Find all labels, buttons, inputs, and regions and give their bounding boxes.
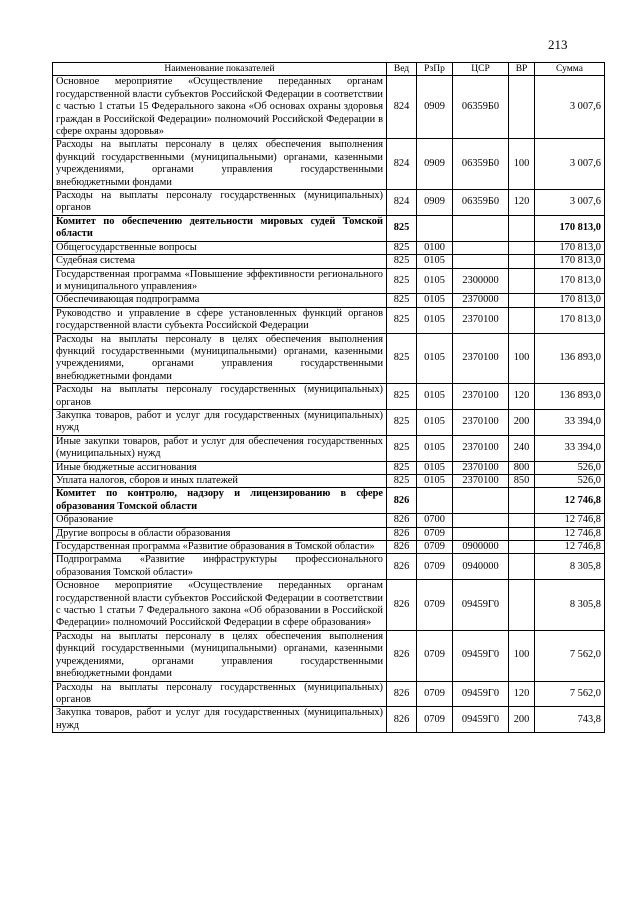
row-csr-cell: 2300000 bbox=[453, 268, 509, 294]
table-row bbox=[53, 475, 605, 488]
row-sum-cell: 170 813,0 bbox=[535, 294, 605, 307]
row-name-cell: Государственная программа «Развитие образования в Томской области» bbox=[53, 541, 387, 554]
row-sum-cell: 743,8 bbox=[535, 707, 605, 733]
row-vr-cell: 100 bbox=[509, 630, 535, 681]
table-row bbox=[53, 488, 605, 514]
row-name-cell: Общегосударственные вопросы bbox=[53, 241, 387, 254]
row-csr-cell: 2370100 bbox=[453, 307, 509, 333]
row-vr-cell bbox=[509, 241, 535, 254]
row-sum-cell: 3 007,6 bbox=[535, 190, 605, 216]
row-csr-cell: 2370000 bbox=[453, 294, 509, 307]
row-name-cell: Комитет по контролю, надзору и лицензированию в сфере образования Томской области bbox=[53, 488, 387, 514]
row-rzpr-cell bbox=[417, 215, 453, 241]
column-header-sum: Сумма bbox=[535, 63, 605, 76]
row-vr-cell: 120 bbox=[509, 681, 535, 707]
row-name-cell: Расходы на выплаты персоналу государственных (муниципальных) органов bbox=[53, 190, 387, 216]
row-rzpr-cell: 0909 bbox=[417, 76, 453, 139]
row-rzpr-cell: 0709 bbox=[417, 707, 453, 733]
table-row bbox=[53, 580, 605, 631]
page-number: 213 bbox=[548, 37, 568, 52]
row-ved-cell: 826 bbox=[387, 514, 417, 527]
row-ved-cell: 826 bbox=[387, 681, 417, 707]
row-rzpr-cell: 0709 bbox=[417, 541, 453, 554]
table-row bbox=[53, 554, 605, 580]
row-name-cell: Основное мероприятие «Осуществление переданных органам государственной власти субъектов Российской Федерации в соответствии с частью 1 статьи 7 Федерального закона «Об образовании в Российской Федерации» полномочий Российской Федерации в сфере образования» bbox=[53, 580, 387, 631]
row-rzpr-cell: 0105 bbox=[417, 461, 453, 474]
row-vr-cell bbox=[509, 527, 535, 540]
row-ved-cell: 825 bbox=[387, 294, 417, 307]
table-row bbox=[53, 384, 605, 410]
row-rzpr-cell: 0709 bbox=[417, 630, 453, 681]
column-header-name: Наименование показателей bbox=[53, 63, 387, 76]
table-row bbox=[53, 76, 605, 139]
row-vr-cell: 100 bbox=[509, 333, 535, 384]
row-csr-cell bbox=[453, 488, 509, 514]
table-row bbox=[53, 514, 605, 527]
row-vr-cell bbox=[509, 307, 535, 333]
row-name-cell: Основное мероприятие «Осуществление переданных органам государственной власти субъектов Российской Федерации в соответствии с частью 1 статьи 15 Федерального закона «Об основах охраны здоровья граждан в Российской Федерации» полномочий Российской Федерации в сфере охраны здоровья» bbox=[53, 76, 387, 139]
row-vr-cell: 200 bbox=[509, 409, 535, 435]
row-ved-cell: 825 bbox=[387, 384, 417, 410]
table-body bbox=[53, 76, 605, 733]
row-csr-cell bbox=[453, 527, 509, 540]
row-ved-cell: 825 bbox=[387, 409, 417, 435]
row-csr-cell bbox=[453, 255, 509, 268]
row-ved-cell: 825 bbox=[387, 475, 417, 488]
table-row bbox=[53, 333, 605, 384]
row-name-cell: Закупка товаров, работ и услуг для государственных (муниципальных) нужд bbox=[53, 409, 387, 435]
row-sum-cell: 7 562,0 bbox=[535, 630, 605, 681]
row-rzpr-cell: 0709 bbox=[417, 681, 453, 707]
row-rzpr-cell: 0709 bbox=[417, 527, 453, 540]
row-ved-cell: 825 bbox=[387, 461, 417, 474]
row-csr-cell: 2370100 bbox=[453, 461, 509, 474]
row-name-cell: Расходы на выплаты персоналу в целях обеспечения выполнения функций государственными (муниципальными) органами, казенными учреждениями, органами управления государственными внебюджетными фондами bbox=[53, 139, 387, 190]
row-csr-cell: 0940000 bbox=[453, 554, 509, 580]
row-ved-cell: 826 bbox=[387, 554, 417, 580]
row-sum-cell: 7 562,0 bbox=[535, 681, 605, 707]
table-row bbox=[53, 435, 605, 461]
row-sum-cell: 12 746,8 bbox=[535, 541, 605, 554]
table-row bbox=[53, 294, 605, 307]
row-name-cell: Комитет по обеспечению деятельности мировых судей Томской области bbox=[53, 215, 387, 241]
row-sum-cell: 3 007,6 bbox=[535, 76, 605, 139]
row-name-cell: Расходы на выплаты персоналу в целях обеспечения выполнения функций государственными (муниципальными) органами, казенными учреждениями, органами управления государственными внебюджетными фондами bbox=[53, 630, 387, 681]
row-name-cell: Образование bbox=[53, 514, 387, 527]
row-ved-cell: 825 bbox=[387, 307, 417, 333]
row-vr-cell bbox=[509, 268, 535, 294]
row-sum-cell: 136 893,0 bbox=[535, 333, 605, 384]
row-sum-cell: 12 746,8 bbox=[535, 514, 605, 527]
row-vr-cell bbox=[509, 554, 535, 580]
table-row bbox=[53, 409, 605, 435]
row-csr-cell: 09459Г0 bbox=[453, 707, 509, 733]
table-row bbox=[53, 255, 605, 268]
table-row bbox=[53, 307, 605, 333]
row-csr-cell: 06359Б0 bbox=[453, 76, 509, 139]
row-vr-cell: 850 bbox=[509, 475, 535, 488]
row-sum-cell: 170 813,0 bbox=[535, 268, 605, 294]
row-csr-cell: 09459Г0 bbox=[453, 580, 509, 631]
row-ved-cell: 826 bbox=[387, 541, 417, 554]
row-sum-cell: 3 007,6 bbox=[535, 139, 605, 190]
row-rzpr-cell: 0709 bbox=[417, 580, 453, 631]
row-csr-cell bbox=[453, 514, 509, 527]
row-csr-cell: 2370100 bbox=[453, 475, 509, 488]
row-csr-cell: 2370100 bbox=[453, 333, 509, 384]
row-csr-cell: 06359Б0 bbox=[453, 139, 509, 190]
row-vr-cell bbox=[509, 514, 535, 527]
table-row bbox=[53, 527, 605, 540]
row-name-cell: Обеспечивающая подпрограмма bbox=[53, 294, 387, 307]
row-ved-cell: 825 bbox=[387, 215, 417, 241]
row-csr-cell bbox=[453, 241, 509, 254]
row-rzpr-cell: 0100 bbox=[417, 241, 453, 254]
row-vr-cell: 240 bbox=[509, 435, 535, 461]
row-csr-cell: 2370100 bbox=[453, 435, 509, 461]
row-vr-cell bbox=[509, 580, 535, 631]
column-header-rzpr: РзПр bbox=[417, 63, 453, 76]
row-ved-cell: 826 bbox=[387, 580, 417, 631]
column-header-csr: ЦСР bbox=[453, 63, 509, 76]
row-sum-cell: 136 893,0 bbox=[535, 384, 605, 410]
row-sum-cell: 33 394,0 bbox=[535, 409, 605, 435]
row-ved-cell: 826 bbox=[387, 488, 417, 514]
row-csr-cell: 2370100 bbox=[453, 409, 509, 435]
row-name-cell: Иные закупки товаров, работ и услуг для обеспечения государственных (муниципальных) нужд bbox=[53, 435, 387, 461]
row-rzpr-cell: 0909 bbox=[417, 190, 453, 216]
row-vr-cell: 120 bbox=[509, 190, 535, 216]
row-name-cell: Судебная система bbox=[53, 255, 387, 268]
row-rzpr-cell: 0105 bbox=[417, 384, 453, 410]
row-vr-cell bbox=[509, 255, 535, 268]
row-ved-cell: 826 bbox=[387, 527, 417, 540]
row-rzpr-cell: 0105 bbox=[417, 435, 453, 461]
row-sum-cell: 170 813,0 bbox=[535, 241, 605, 254]
row-sum-cell: 526,0 bbox=[535, 475, 605, 488]
row-ved-cell: 826 bbox=[387, 630, 417, 681]
row-sum-cell: 8 305,8 bbox=[535, 580, 605, 631]
row-rzpr-cell: 0909 bbox=[417, 139, 453, 190]
row-vr-cell bbox=[509, 541, 535, 554]
row-ved-cell: 824 bbox=[387, 190, 417, 216]
row-rzpr-cell: 0105 bbox=[417, 268, 453, 294]
table-row bbox=[53, 268, 605, 294]
table-row bbox=[53, 681, 605, 707]
row-vr-cell: 200 bbox=[509, 707, 535, 733]
row-ved-cell: 824 bbox=[387, 139, 417, 190]
row-vr-cell bbox=[509, 294, 535, 307]
row-sum-cell: 170 813,0 bbox=[535, 307, 605, 333]
table-row bbox=[53, 190, 605, 216]
row-sum-cell: 12 746,8 bbox=[535, 527, 605, 540]
row-vr-cell bbox=[509, 215, 535, 241]
row-ved-cell: 825 bbox=[387, 333, 417, 384]
row-rzpr-cell: 0709 bbox=[417, 554, 453, 580]
row-sum-cell: 170 813,0 bbox=[535, 215, 605, 241]
table-row bbox=[53, 707, 605, 733]
row-sum-cell: 33 394,0 bbox=[535, 435, 605, 461]
row-rzpr-cell: 0105 bbox=[417, 475, 453, 488]
row-sum-cell: 526,0 bbox=[535, 461, 605, 474]
table-row bbox=[53, 541, 605, 554]
row-name-cell: Расходы на выплаты персоналу в целях обеспечения выполнения функций государственными (муниципальными) органами, казенными учреждениями, органами управления государственными внебюджетными фондами bbox=[53, 333, 387, 384]
row-name-cell: Расходы на выплаты персоналу государственных (муниципальных) органов bbox=[53, 384, 387, 410]
table-header-row bbox=[53, 63, 605, 76]
row-rzpr-cell: 0105 bbox=[417, 409, 453, 435]
row-ved-cell: 825 bbox=[387, 268, 417, 294]
row-rzpr-cell: 0105 bbox=[417, 333, 453, 384]
row-vr-cell bbox=[509, 488, 535, 514]
row-rzpr-cell: 0105 bbox=[417, 307, 453, 333]
row-csr-cell: 09459Г0 bbox=[453, 630, 509, 681]
row-name-cell: Расходы на выплаты персоналу государственных (муниципальных) органов bbox=[53, 681, 387, 707]
row-rzpr-cell: 0105 bbox=[417, 294, 453, 307]
row-csr-cell: 2370100 bbox=[453, 384, 509, 410]
column-header-ved: Вед bbox=[387, 63, 417, 76]
row-sum-cell: 8 305,8 bbox=[535, 554, 605, 580]
row-csr-cell: 0900000 bbox=[453, 541, 509, 554]
table-row bbox=[53, 630, 605, 681]
row-vr-cell: 100 bbox=[509, 139, 535, 190]
row-name-cell: Иные бюджетные ассигнования bbox=[53, 461, 387, 474]
row-rzpr-cell bbox=[417, 488, 453, 514]
budget-table bbox=[52, 62, 605, 733]
table-row bbox=[53, 241, 605, 254]
row-ved-cell: 824 bbox=[387, 76, 417, 139]
row-ved-cell: 825 bbox=[387, 241, 417, 254]
row-name-cell: Закупка товаров, работ и услуг для государственных (муниципальных) нужд bbox=[53, 707, 387, 733]
table-row bbox=[53, 139, 605, 190]
row-ved-cell: 825 bbox=[387, 435, 417, 461]
row-name-cell: Уплата налогов, сборов и иных платежей bbox=[53, 475, 387, 488]
row-csr-cell: 09459Г0 bbox=[453, 681, 509, 707]
column-header-vr: ВР bbox=[509, 63, 535, 76]
table-row bbox=[53, 461, 605, 474]
row-rzpr-cell: 0700 bbox=[417, 514, 453, 527]
table-row bbox=[53, 215, 605, 241]
row-csr-cell: 06359Б0 bbox=[453, 190, 509, 216]
row-name-cell: Государственная программа «Повышение эффективности регионального и муниципального управления» bbox=[53, 268, 387, 294]
row-ved-cell: 825 bbox=[387, 255, 417, 268]
row-name-cell: Подпрограмма «Развитие инфраструктуры профессионального образования Томской области» bbox=[53, 554, 387, 580]
row-ved-cell: 826 bbox=[387, 707, 417, 733]
row-vr-cell: 800 bbox=[509, 461, 535, 474]
row-sum-cell: 170 813,0 bbox=[535, 255, 605, 268]
row-rzpr-cell: 0105 bbox=[417, 255, 453, 268]
row-name-cell: Руководство и управление в сфере установленных функций органов государственной власти субъекта Российской Федерации bbox=[53, 307, 387, 333]
row-vr-cell: 120 bbox=[509, 384, 535, 410]
row-sum-cell: 12 746,8 bbox=[535, 488, 605, 514]
row-csr-cell bbox=[453, 215, 509, 241]
row-vr-cell bbox=[509, 76, 535, 139]
row-name-cell: Другие вопросы в области образования bbox=[53, 527, 387, 540]
